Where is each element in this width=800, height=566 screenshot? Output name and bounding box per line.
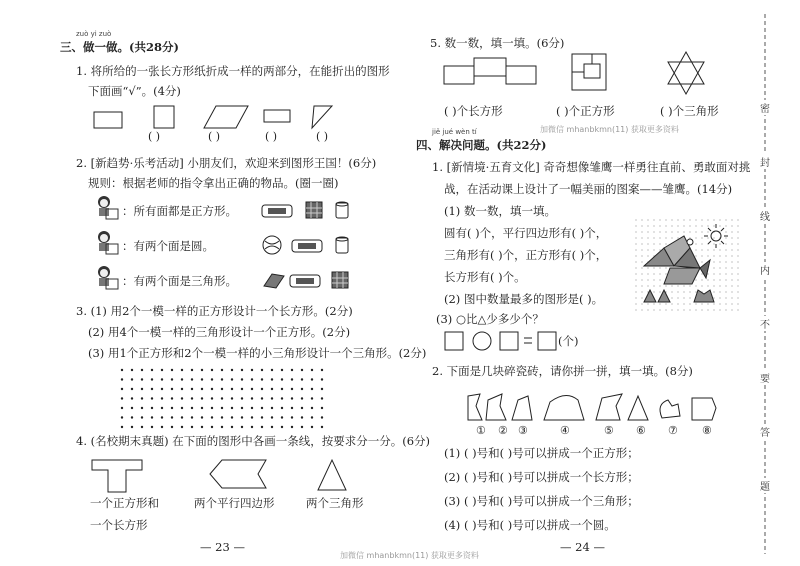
grid-dot <box>131 397 133 399</box>
grid-dot <box>251 378 253 380</box>
fill-4[interactable]: (4) ( )号和( )号可以拼成一个圆。 <box>444 518 616 532</box>
grid-dot <box>241 378 243 380</box>
grid-dot <box>171 369 173 371</box>
grid-dot <box>301 397 303 399</box>
grid-dot <box>151 407 153 409</box>
prism-icon <box>264 274 284 288</box>
grid-dot <box>241 397 243 399</box>
tile-label: ③ <box>518 424 528 437</box>
page-number-right: — 24 — <box>560 540 605 554</box>
equation-boxes[interactable] <box>444 330 564 352</box>
square-shape <box>154 106 174 128</box>
grid-dot <box>311 388 313 390</box>
grid-dot <box>211 426 213 428</box>
q2-rule-1: ：所有面都是正方形。 <box>122 204 237 218</box>
grid-dot <box>221 378 223 380</box>
grid-dot <box>181 369 183 371</box>
rubik-cube-icon <box>332 272 348 288</box>
q4-caption-2: 两个平行四边形 <box>194 496 275 510</box>
grid-dot <box>301 407 303 409</box>
p1-blank-3[interactable]: 长方形有( )个。 <box>444 270 526 284</box>
grid-dot <box>231 378 233 380</box>
grid-dot <box>291 397 293 399</box>
rectangle-shape <box>94 112 122 128</box>
grid-dot <box>131 426 133 428</box>
grid-dot <box>241 388 243 390</box>
grid-dot <box>171 388 173 390</box>
grid-dot <box>311 369 313 371</box>
grid-dot <box>131 369 133 371</box>
grid-dot <box>161 397 163 399</box>
grid-dot <box>311 378 313 380</box>
grid-dot <box>321 369 323 371</box>
fill-3[interactable]: (3) ( )号和( )号可以拼成一个三角形； <box>444 494 639 508</box>
q1-answer-3[interactable]: ( ) <box>265 130 278 143</box>
binding-char: 密 <box>760 100 770 115</box>
grid-dot <box>291 378 293 380</box>
grid-dot <box>251 407 253 409</box>
grid-dot <box>231 426 233 428</box>
watermark: 加微信 mhanbkmn(11) 获取更多资料 <box>540 125 679 134</box>
grid-dot <box>121 407 123 409</box>
grid-dot <box>301 416 303 418</box>
grid-dot <box>241 369 243 371</box>
q2-objects-row-3[interactable] <box>262 270 362 290</box>
grid-dot <box>261 416 263 418</box>
grid-dot <box>221 388 223 390</box>
grid-dot <box>321 426 323 428</box>
grid-dot <box>221 416 223 418</box>
grid-dot <box>251 388 253 390</box>
grid-dot <box>161 378 163 380</box>
arrow-hexagon-shape <box>210 460 266 488</box>
section3-pinyin: zuò yi zuò <box>76 30 112 38</box>
grid-dot <box>181 416 183 418</box>
grid-dot <box>301 388 303 390</box>
q2-line1: 2. [新趋势·乐考活动] 小朋友们，欢迎来到图形王国！(6分) <box>76 156 377 170</box>
parallelogram-shape <box>204 106 248 128</box>
equation-unit: (个) <box>558 334 579 348</box>
grid-dot <box>321 416 323 418</box>
p1-part1: (1) 数一数，填一填。 <box>444 204 556 218</box>
grid-dot <box>211 407 213 409</box>
grid-dot <box>281 416 283 418</box>
grid-dot <box>181 388 183 390</box>
grid-dot <box>271 369 273 371</box>
grid-dot <box>281 426 283 428</box>
tile-label: ⑥ <box>636 424 646 437</box>
q4-caption-1a: 一个正方形和 <box>90 496 159 510</box>
grid-dot <box>131 378 133 380</box>
grid-dot <box>211 378 213 380</box>
p1-line2: 战，在活动课上设计了一幅美丽的图案——雏鹰。(14分) <box>444 182 733 196</box>
grid-dot <box>181 378 183 380</box>
grid-dot <box>231 388 233 390</box>
grid-dot <box>161 416 163 418</box>
grid-dot <box>251 426 253 428</box>
grid-dot <box>321 397 323 399</box>
grid-dot <box>281 369 283 371</box>
grid-dot <box>311 407 313 409</box>
grid-dot <box>311 397 313 399</box>
q4-caption-3: 两个三角形 <box>306 496 364 510</box>
grid-dot <box>151 397 153 399</box>
q4-caption-1b: 一个长方形 <box>90 518 148 532</box>
q1-answer-2[interactable]: ( ) <box>208 130 221 143</box>
p1-line1: 1. [新情境·五育文化] 奇奇想像雏鹰一样勇往直前、勇敢面对挑 <box>432 160 751 174</box>
fill-1[interactable]: (1) ( )号和( )号可以拼成一个正方形； <box>444 446 639 460</box>
grid-dot <box>191 378 193 380</box>
grid-dot <box>131 407 133 409</box>
grid-dot <box>261 388 263 390</box>
grid-dot <box>161 407 163 409</box>
grid-dot <box>271 378 273 380</box>
q5-answer-3[interactable]: ( )个三角形 <box>660 104 719 118</box>
grid-dot <box>291 407 293 409</box>
q5-text: 5. 数一数，填一填。(6分) <box>430 36 565 50</box>
grid-dot <box>271 426 273 428</box>
dot-grid[interactable] <box>118 366 328 436</box>
grid-dot <box>211 369 213 371</box>
section4-title: 四、解决问题。(共22分) <box>416 138 547 152</box>
grid-dot <box>201 378 203 380</box>
fill-2[interactable]: (2) ( )号和( )号可以拼成一个长方形； <box>444 470 639 484</box>
binding-char: 内 <box>760 262 770 277</box>
q1-line1: 1. 将所给的一张长方形纸折成一样的两部分，在能折出的图形 <box>76 64 390 78</box>
grid-dot <box>261 397 263 399</box>
grid-dot <box>151 388 153 390</box>
q5-answer-1[interactable]: ( )个长方形 <box>444 104 503 118</box>
binding-char: 封 <box>760 154 770 169</box>
binding-char: 线 <box>760 208 770 223</box>
grid-dot <box>231 416 233 418</box>
section4-pinyin: jiě jué wèn tí <box>432 128 477 136</box>
tile-label: ⑧ <box>702 424 712 437</box>
grid-dot <box>271 397 273 399</box>
q2-line2: 规则：根据老师的指令拿出正确的物品。(圈一圈) <box>88 176 339 190</box>
q3-part3: (3) 用1个正方形和2个一模一样的小三角形设计一个三角形。(2分) <box>88 346 427 360</box>
grid-dot <box>121 426 123 428</box>
grid-dot <box>151 426 153 428</box>
q3-part1: 3. (1) 用2个一模一样的正方形设计一个长方形。(2分) <box>76 304 353 318</box>
grid-dot <box>261 407 263 409</box>
tile-label: ⑤ <box>604 424 614 437</box>
grid-dot <box>291 416 293 418</box>
small-rectangle-shape <box>264 110 290 122</box>
girl-icon <box>92 265 122 291</box>
grid-dot <box>321 378 323 380</box>
grid-dot <box>191 416 193 418</box>
grid-dot <box>201 397 203 399</box>
grid-dot <box>141 397 143 399</box>
q1-answer-4[interactable]: ( ) <box>316 130 329 143</box>
grid-dot <box>191 407 193 409</box>
grid-dot <box>301 426 303 428</box>
grid-dot <box>181 426 183 428</box>
grid-dot <box>251 369 253 371</box>
grid-dot <box>141 416 143 418</box>
grid-dot <box>201 369 203 371</box>
q2-objects-row-2[interactable] <box>262 235 362 255</box>
grid-dot <box>191 388 193 390</box>
grid-dot <box>161 426 163 428</box>
grid-dot <box>191 426 193 428</box>
grid-dot <box>141 388 143 390</box>
q5-answer-2[interactable]: ( )个正方形 <box>556 104 615 118</box>
grid-dot <box>121 378 123 380</box>
grid-dot <box>281 378 283 380</box>
grid-dot <box>261 369 263 371</box>
grid-dot <box>231 369 233 371</box>
grid-dot <box>181 407 183 409</box>
triangle-shape <box>318 460 346 490</box>
grid-dot <box>291 426 293 428</box>
grid-dot <box>191 397 193 399</box>
girl-icon <box>92 195 122 221</box>
grid-dot <box>271 388 273 390</box>
grid-dot <box>241 426 243 428</box>
binding-char: 不 <box>760 316 770 331</box>
tile-label: ① <box>476 424 486 437</box>
grid-dot <box>121 397 123 399</box>
grid-dot <box>271 407 273 409</box>
grid-dot <box>241 407 243 409</box>
tile-label: ② <box>498 424 508 437</box>
squares-figure <box>572 54 606 90</box>
grid-dot <box>261 378 263 380</box>
watermark-bottom: 加微信 mhanbkmn(11) 获取更多资料 <box>340 551 479 560</box>
grid-dot <box>131 388 133 390</box>
grid-dot <box>291 369 293 371</box>
girl-icon <box>92 230 122 256</box>
p1-blank-1[interactable]: 圆有( )个，平行四边形有( )个， <box>444 226 608 240</box>
grid-dot <box>201 416 203 418</box>
q3-part2: (2) 用4个一模一样的三角形设计一个正方形。(2分) <box>88 325 351 339</box>
grid-dot <box>171 397 173 399</box>
grid-dot <box>211 388 213 390</box>
grid-dot <box>281 397 283 399</box>
p1-part2[interactable]: (2) 图中数量最多的图形是( )。 <box>444 292 604 306</box>
grid-dot <box>131 416 133 418</box>
grid-dot <box>211 397 213 399</box>
grid-dot <box>211 416 213 418</box>
grid-dot <box>191 369 193 371</box>
grid-dot <box>141 426 143 428</box>
grid-dot <box>171 378 173 380</box>
q2-rule-2: ：有两个面是圆。 <box>122 239 214 253</box>
grid-dot <box>301 369 303 371</box>
grid-dot <box>171 416 173 418</box>
grid-dot <box>261 426 263 428</box>
grid-dot <box>141 369 143 371</box>
q5-figures <box>442 52 732 102</box>
grid-dot <box>221 369 223 371</box>
t-shape <box>92 460 142 492</box>
q2-rule-3: ：有两个面是三角形。 <box>122 274 237 288</box>
trapezoid-shape <box>312 106 332 128</box>
eagle-pattern <box>634 218 744 318</box>
grid-dot <box>301 378 303 380</box>
q4-text: 4. (名校期末真题) 在下面的图形中各画一条线，按要求分一分。(6分) <box>76 434 431 448</box>
p2-text: 2. 下面是几块碎瓷砖，请你拼一拼，填一填。(8分) <box>432 364 693 378</box>
grid-dot <box>231 397 233 399</box>
grid-dot <box>221 407 223 409</box>
grid-dot <box>311 426 313 428</box>
grid-dot <box>161 388 163 390</box>
tile-label: ④ <box>560 424 570 437</box>
grid-dot <box>201 388 203 390</box>
grid-dot <box>321 388 323 390</box>
grid-dot <box>151 416 153 418</box>
grid-dot <box>321 407 323 409</box>
rectangles-figure <box>444 58 536 84</box>
grid-dot <box>181 397 183 399</box>
grid-dot <box>121 369 123 371</box>
binding-char: 题 <box>760 478 770 493</box>
grid-dot <box>141 407 143 409</box>
grid-dot <box>141 378 143 380</box>
grid-dot <box>161 369 163 371</box>
grid-dot <box>271 416 273 418</box>
grid-dot <box>281 407 283 409</box>
grid-dot <box>171 407 173 409</box>
star-of-david-figure <box>668 52 704 94</box>
grid-dot <box>221 397 223 399</box>
tile-label: ⑦ <box>668 424 678 437</box>
q4-shapes <box>90 456 390 496</box>
p1-blank-2[interactable]: 三角形有( )个，正方形有( )个， <box>444 248 608 262</box>
grid-dot <box>201 407 203 409</box>
grid-dot <box>281 388 283 390</box>
q1-answer-1[interactable]: ( ) <box>148 130 161 143</box>
grid-dot <box>151 369 153 371</box>
grid-dot <box>121 416 123 418</box>
binding-char: 要 <box>760 370 770 385</box>
grid-dot <box>251 397 253 399</box>
ball-icon <box>263 236 281 254</box>
grid-dot <box>291 388 293 390</box>
grid-dot <box>241 416 243 418</box>
binding-char: 答 <box>760 424 770 439</box>
grid-dot <box>311 416 313 418</box>
binding-line <box>760 14 770 554</box>
grid-dot <box>231 407 233 409</box>
q1-line2: 下面画“√”。(4分) <box>88 84 181 98</box>
p1-part3: (3) ○比△少多少个？ <box>436 312 544 326</box>
section3-title: 三、做一做。(共28分) <box>60 40 179 54</box>
grid-dot <box>121 388 123 390</box>
q1-shapes <box>92 100 352 140</box>
grid-dot <box>171 426 173 428</box>
grid-dot <box>201 426 203 428</box>
page-number-left: — 23 — <box>200 540 245 554</box>
grid-dot <box>251 416 253 418</box>
q2-objects-row-1[interactable] <box>262 200 362 220</box>
rubik-cube-icon <box>306 202 322 218</box>
grid-dot <box>221 426 223 428</box>
grid-dot <box>151 378 153 380</box>
